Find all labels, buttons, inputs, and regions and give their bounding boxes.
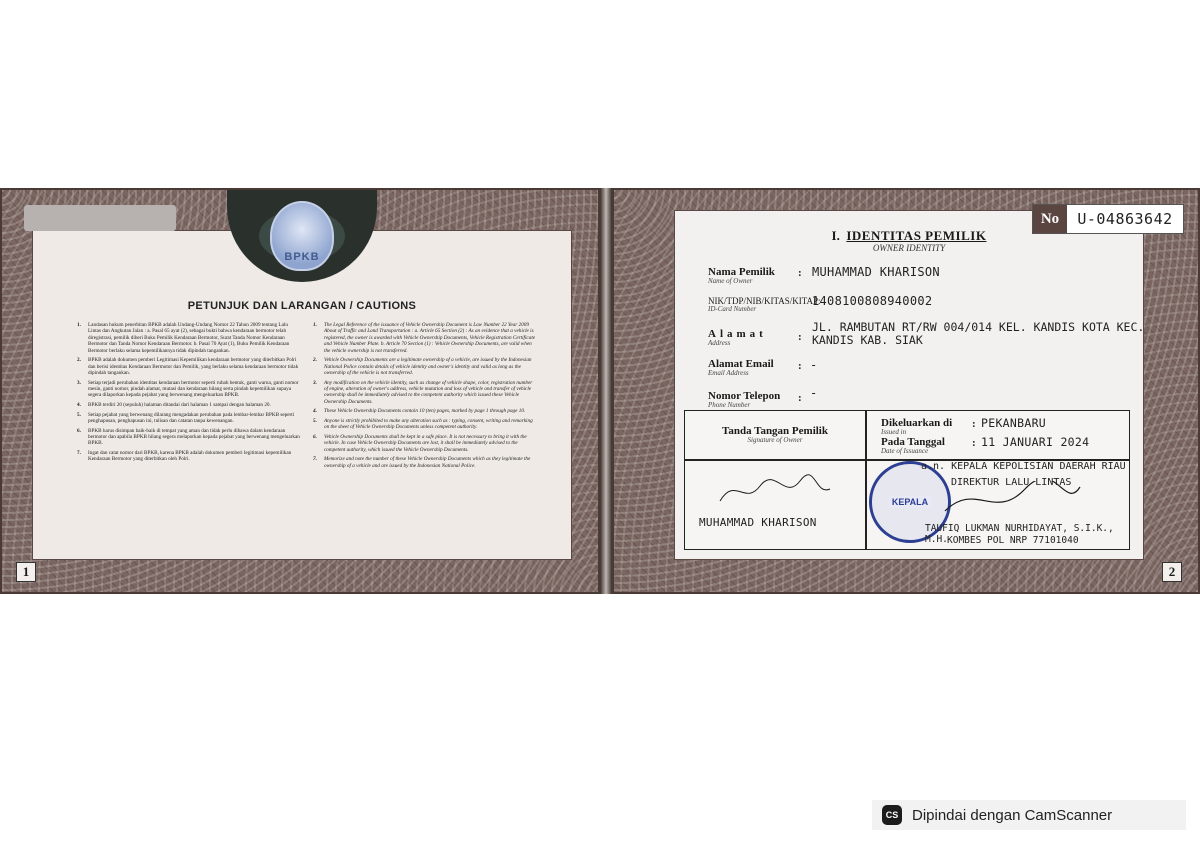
officer-signature xyxy=(935,481,1085,521)
bpkb-emblem xyxy=(222,190,382,286)
phone-value: - xyxy=(810,386,818,400)
cautions-indonesian xyxy=(77,322,301,554)
caution-number: 2. xyxy=(77,357,81,364)
camscanner-watermark xyxy=(872,800,1186,830)
issued-place-field xyxy=(881,417,952,436)
address-value-line1: JL. RAMBUTAN RT/RW 004/014 KEL. KANDIS KOTA KEC. xyxy=(812,320,1145,334)
cautions-english xyxy=(313,322,537,554)
camscanner-text: Dipindai dengan CamScanner xyxy=(912,806,1113,824)
emblem-text: BPKB xyxy=(284,251,320,263)
caution-text: Vehicle Ownership Documents shall be kept in a safe place. It is not necessary to bring it with the vehicle. In case Vehicle Ownership Documents are lost, it shall be immediately advised to the competent authority, which issued the Vehicle Ownership Documents. xyxy=(324,434,527,453)
colon: : xyxy=(798,267,802,279)
issued-place-label: Dikeluarkan di xyxy=(881,417,953,429)
stamp-text: KEPALA xyxy=(889,496,931,508)
caution-item xyxy=(313,456,537,469)
issued-date-field xyxy=(881,436,945,455)
caution-number: 4. xyxy=(77,402,81,409)
caution-text: The Legal Reference of the issuance of Vehicle Ownership Document is Law Number 22 Year 2009 About of Traffic and Land Transportation : a. Article 65 Section (2) : As an evidence that a vehicle is registered, the owner is awarded with Vehicle Ownership Documents, Vehicle Registration Certificate and Vehicle Number Plate. b. Article 70 Section (1) : Vehicle Ownership Documents, are valid when the vehicle ownership is not transferred. xyxy=(324,322,536,354)
caution-number: 1. xyxy=(77,322,81,328)
email-value: - xyxy=(810,358,818,372)
signature-table xyxy=(684,410,1130,550)
caution-item xyxy=(77,357,301,376)
caution-item xyxy=(313,357,537,376)
colon: : xyxy=(972,437,976,449)
caution-number: 5. xyxy=(77,411,81,418)
id-card-sublabel: ID-Card Number xyxy=(708,305,757,313)
caution-number: 1. xyxy=(313,322,317,328)
caution-number: 6. xyxy=(77,427,81,434)
issued-place-value: PEKANBARU xyxy=(981,416,1047,430)
caution-item xyxy=(313,380,537,406)
caution-item xyxy=(313,434,537,453)
left-page xyxy=(0,188,600,594)
signature-heading xyxy=(685,425,865,444)
owner-name-label: Nama Pemilik xyxy=(708,266,775,278)
authority-line1: a.n. KEPALA KEPOLISIAN DAERAH RIAU xyxy=(921,461,1126,472)
table-divider xyxy=(865,411,867,549)
caution-text: Setiap pejabat yang berwenang dilarang mengadakan perubahan pada lembar-lembar BPKB seperti penghapusan, penghapusan ini, tulisan dan catatan tanpa kewenangan. xyxy=(88,411,295,425)
document-number-label: No xyxy=(1033,205,1067,233)
caution-number: 4. xyxy=(313,408,317,415)
address-sublabel: Address xyxy=(708,339,731,347)
section-title-number: I. xyxy=(831,228,840,243)
scanned-document xyxy=(0,188,1200,596)
caution-item xyxy=(77,322,301,354)
owner-signature xyxy=(715,471,835,511)
caution-text: Vehicle Ownership Documents are a legitimate ownership of a vehicle, are issued by the Indonesian National Police contain details of vehicle identity and owner's identity and valid as long as the ownership of the vehicle is not transferred. xyxy=(324,357,532,377)
caution-item xyxy=(77,428,301,447)
email-field xyxy=(708,358,774,377)
caution-number: 6. xyxy=(313,434,317,441)
caution-item xyxy=(77,412,301,425)
caution-number: 3. xyxy=(77,379,81,386)
colon: : xyxy=(798,331,802,343)
book-fold xyxy=(600,188,612,594)
page-number: 2 xyxy=(1162,562,1182,582)
caution-text: BPKB harus disimpan baik-baik di tempat yang aman dan tidak perlu dibawa dalam kendaraan bermotor dan apabila BPKB hilang segera melaporkan kepada pejabat yang berwenang mengeluarkan BPKB. xyxy=(88,427,300,447)
redacted-area xyxy=(24,205,176,231)
issued-date-label: Pada Tanggal xyxy=(881,436,945,448)
issued-date-sublabel: Date of Issuance xyxy=(881,447,929,455)
right-page xyxy=(612,188,1200,594)
document-number-value: U-04863642 xyxy=(1077,210,1173,228)
caution-number: 3. xyxy=(313,379,317,386)
email-label: Alamat Email xyxy=(708,358,774,370)
issued-place-sublabel: Issued in xyxy=(881,428,907,436)
officer-rank: KOMBES POL NRP 77101040 xyxy=(947,535,1079,546)
id-card-value: 1408100808940002 xyxy=(812,294,933,308)
address-field xyxy=(708,328,767,347)
caution-text: Ingat dan catat nomor dari BPKB, karena BPKB adalah dokumen pemberi legitimasi kepemilikan Kendaraan Bermotor yang diterbitkan oleh Polri. xyxy=(88,450,292,463)
caution-text: BPKB adalah dokumen pemberi Legitimasi Kepemilikan kendaraan bermotor yang diterbitkan Polri dan berisi identitas Kendaraan Bermotor dan Pemilik, yang berlaku selama kendaraan bermotor tidak dipindah tangankan. xyxy=(88,357,299,377)
section-title xyxy=(674,228,1144,244)
caution-item xyxy=(313,408,537,414)
cautions-title: PETUNJUK DAN LARANGAN / CAUTIONS xyxy=(187,300,417,312)
page-number: 1 xyxy=(16,562,36,582)
shield-icon xyxy=(270,201,334,271)
caution-text: Any modification on the vehicle identity, such as change of vehicle shape, color, registration number of engine, alteration of owner's address, vehicle mutation and loss of vehicle and transfer of vehicle ownership shall be immediately advised to the competent authority which issued these Vehicle Ownership Documents. xyxy=(324,379,533,405)
caution-item xyxy=(313,418,537,431)
email-sublabel: Email Address xyxy=(708,369,749,377)
owner-name-field xyxy=(708,266,775,285)
owner-name-sublabel: Name of Owner xyxy=(708,277,753,285)
section-title-text: IDENTITAS PEMILIK xyxy=(846,228,987,243)
caution-number: 5. xyxy=(313,418,317,425)
colon: : xyxy=(798,360,802,372)
colon: : xyxy=(798,392,802,404)
caution-item xyxy=(313,322,537,354)
address-value-line2: KANDIS KAB. SIAK xyxy=(812,333,923,347)
phone-sublabel: Phone Number xyxy=(708,401,751,409)
caution-item xyxy=(77,450,301,463)
issued-date-value: 11 JANUARI 2024 xyxy=(981,435,1090,449)
id-card-label: NIK/TDP/NIB/KITAS/KITAP: xyxy=(708,296,821,306)
signature-sublabel: Signature of Owner xyxy=(747,436,803,444)
caution-text: BPKB terdiri 20 (sepuluh) halaman ditandai dari halaman 1 sampai dengan halaman 20. xyxy=(88,402,271,409)
caution-item xyxy=(77,402,301,408)
cautions-columns xyxy=(77,322,537,554)
signature-label: Tanda Tangan Pemilik xyxy=(722,425,828,437)
caution-number: 7. xyxy=(313,456,317,463)
id-card-field xyxy=(708,296,821,313)
phone-label: Nomor Telepon xyxy=(708,390,781,402)
caution-text: Landasan hukum penerbitan BPKB adalah Undang-Undang Nomor 22 Tahun 2009 tentang Lalu Lintas dan Angkutan Jalan : a. Pasal 65 ayat (2), sebagai bukti bahwa kendaraan bermotor telah diregistrasi, pemilik diberi Buku Pemilik Kendaraan Bermotor, Surat Tanda Nomor Kendaraan Bermotor dan Tanda Nomor Kendaraan Bermotor. b. Pasal 70 Ayat (1), Buku Pemilik Kendaraan Bermotor berlaku selama kepemilikannya tidak dipindah tangankan. xyxy=(88,322,290,354)
phone-field xyxy=(708,390,780,409)
caution-number: 2. xyxy=(313,357,317,364)
section-subtitle: OWNER IDENTITY xyxy=(872,243,946,253)
caution-text: These Vehicle Ownership Documents contain 10 (ten) pages, marked by page 1 through page 10. xyxy=(324,408,526,415)
camscanner-logo-icon: CS xyxy=(882,805,902,825)
caution-item xyxy=(77,380,301,399)
caution-text: Memorize and note the number of these Vehicle Ownership Documents which as they legitimate the ownership of a vehicle and are issued by the Indonesian National Police. xyxy=(324,456,531,469)
owner-name-value: MUHAMMAD KHARISON xyxy=(812,265,940,279)
caution-text: Anyone is strictly prohibited to make any alteration such as : typing, consent, writing and remarking on the sheet of Vehicle Ownership Documents unless competent authority. xyxy=(324,418,533,431)
address-label: Alamat xyxy=(708,328,767,340)
officer-name: TAUFIQ LUKMAN NURHIDAYAT, S.I.K., M.H. xyxy=(925,523,1114,545)
owner-signature-name: MUHAMMAD KHARISON xyxy=(699,516,817,529)
authority-line2: DIREKTUR LALU LINTAS xyxy=(951,477,1072,488)
caution-text: Setiap terjadi perubahan identitas kendaraan bermotor seperti rubah bentuk, ganti warna, ganti nomor mesin, ganti nomor, pindah alamat, mutasi dan kendaraan hilang serta pindah kepemilikan supaya segera dilaporkan kepada pejabat yang berwenang mengeluarkan BPKB. xyxy=(88,379,299,399)
colon: : xyxy=(972,418,976,430)
caution-number: 7. xyxy=(77,450,81,457)
